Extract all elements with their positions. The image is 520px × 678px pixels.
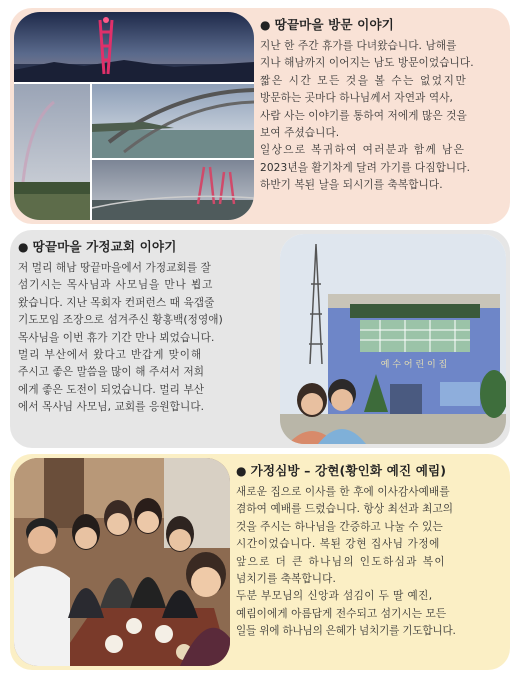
section-home-visit-line: 두분 부모님의 신앙과 섬김이 두 딸 예진, [236, 590, 433, 603]
bullet-icon: ● [18, 240, 29, 254]
section-travel-text [260, 16, 504, 195]
section-travel-line: 하반기 복된 날을 되시기를 축복합니다. [260, 179, 443, 192]
section-travel-line: 2023년을 활기차게 달려 가기를 다짐합니다. [260, 161, 471, 174]
section-house-church-title-row [18, 238, 276, 256]
bullet-icon: ● [260, 18, 271, 32]
section-travel-title: 땅끝마을 방문 이야기 [274, 17, 394, 32]
section-home-visit-line: 넘치기를 축복합니다. [236, 573, 336, 586]
section-house-church-line: 저 멀리 해남 땅끝마을에서 가정교회를 잘 [18, 262, 212, 274]
section-house-church-line: 주시고 좋은 말씀을 많이 해 주셔서 저희 [18, 366, 205, 379]
house-church-photo-image [280, 234, 506, 444]
section-home-visit-line: 예림이에게 아름답게 전수되고 섬기시는 모든 [236, 607, 447, 620]
travel-photo-collage [14, 12, 254, 220]
section-home-visit-line: 겸하여 예배를 드렸습니다. 항상 최선과 최고의 [236, 503, 454, 516]
section-travel-line: 보여 주셨습니다. [260, 127, 340, 140]
section-travel-line: 일상으로 복귀하여 여러분과 함께 남은 [260, 144, 466, 157]
section-home-visit-title-row [236, 462, 504, 480]
section-house-church-line: 에게 좋은 도전이 되었습니다. 멀리 부산 [18, 383, 205, 396]
section-house-church-line: 기도모임 조장으로 섬겨주신 황홍백(정영애) [18, 314, 223, 327]
section-home-visit-text [236, 462, 504, 641]
section-home-visit-title: 가정심방 – 강현(황인화 예진 예림) [250, 463, 447, 478]
section-house-church-line: 섬기시는 목사님과 사모님을 만나 뵙고 [18, 279, 214, 292]
home-visit-photo [14, 458, 230, 666]
home-visit-photo-image [14, 458, 230, 666]
travel-photo-collage-image [14, 12, 254, 220]
section-home-visit-line: 일들 위에 하나님의 은혜가 넘치기를 기도합니다. [236, 625, 456, 638]
section-house-church-line: 에서 목사님 사모님, 교회를 응원합니다. [18, 401, 205, 414]
section-home-visit-line: 앞으로 더 큰 하나님의 인도하심과 복이 [236, 555, 446, 568]
section-house-church-line: 목사님을 이번 휴가 기간 만나 뵈었습니다. [18, 331, 215, 344]
section-travel-line: 지난 한 주간 휴가를 다녀왔습니다. 남해를 [260, 40, 457, 52]
bullet-icon: ● [236, 464, 247, 478]
section-travel-line: 지나 해남까지 이어지는 남도 방문이었습니다. [260, 57, 474, 70]
section-home-visit-line: 새로운 집으로 이사를 한 후에 이사감사예배를 [236, 486, 450, 498]
section-home-visit-panel [10, 454, 510, 670]
section-house-church-line: 멀리 부산에서 왔다고 반갑게 맞이해 [18, 349, 203, 362]
section-travel-title-row [260, 16, 504, 34]
building-sign: 예 수 어 린 이 집 [380, 360, 448, 370]
section-travel-line: 사람 사는 이야기를 통하여 저에게 많은 것을 [260, 109, 467, 122]
section-house-church-panel [10, 230, 510, 448]
section-house-church-text [18, 238, 276, 417]
section-travel-line: 짧은 시간 모든 것을 볼 수는 없었지만 [260, 74, 468, 87]
section-travel-line: 방문하는 곳마다 하나님께서 자연과 역사, [260, 92, 454, 105]
section-home-visit-line: 시간이었습니다. 복된 강현 집사님 가정에 [236, 538, 441, 551]
section-house-church-title: 땅끝마을 가정교회 이야기 [32, 239, 177, 254]
section-travel-panel [10, 8, 510, 224]
house-church-photo [280, 234, 506, 444]
section-home-visit-line: 것을 주시는 하나님을 간증하고 나눌 수 있는 [236, 520, 443, 533]
section-house-church-line: 왔습니다. 지난 목회자 컨퍼런스 때 육갭줄 [18, 296, 215, 309]
